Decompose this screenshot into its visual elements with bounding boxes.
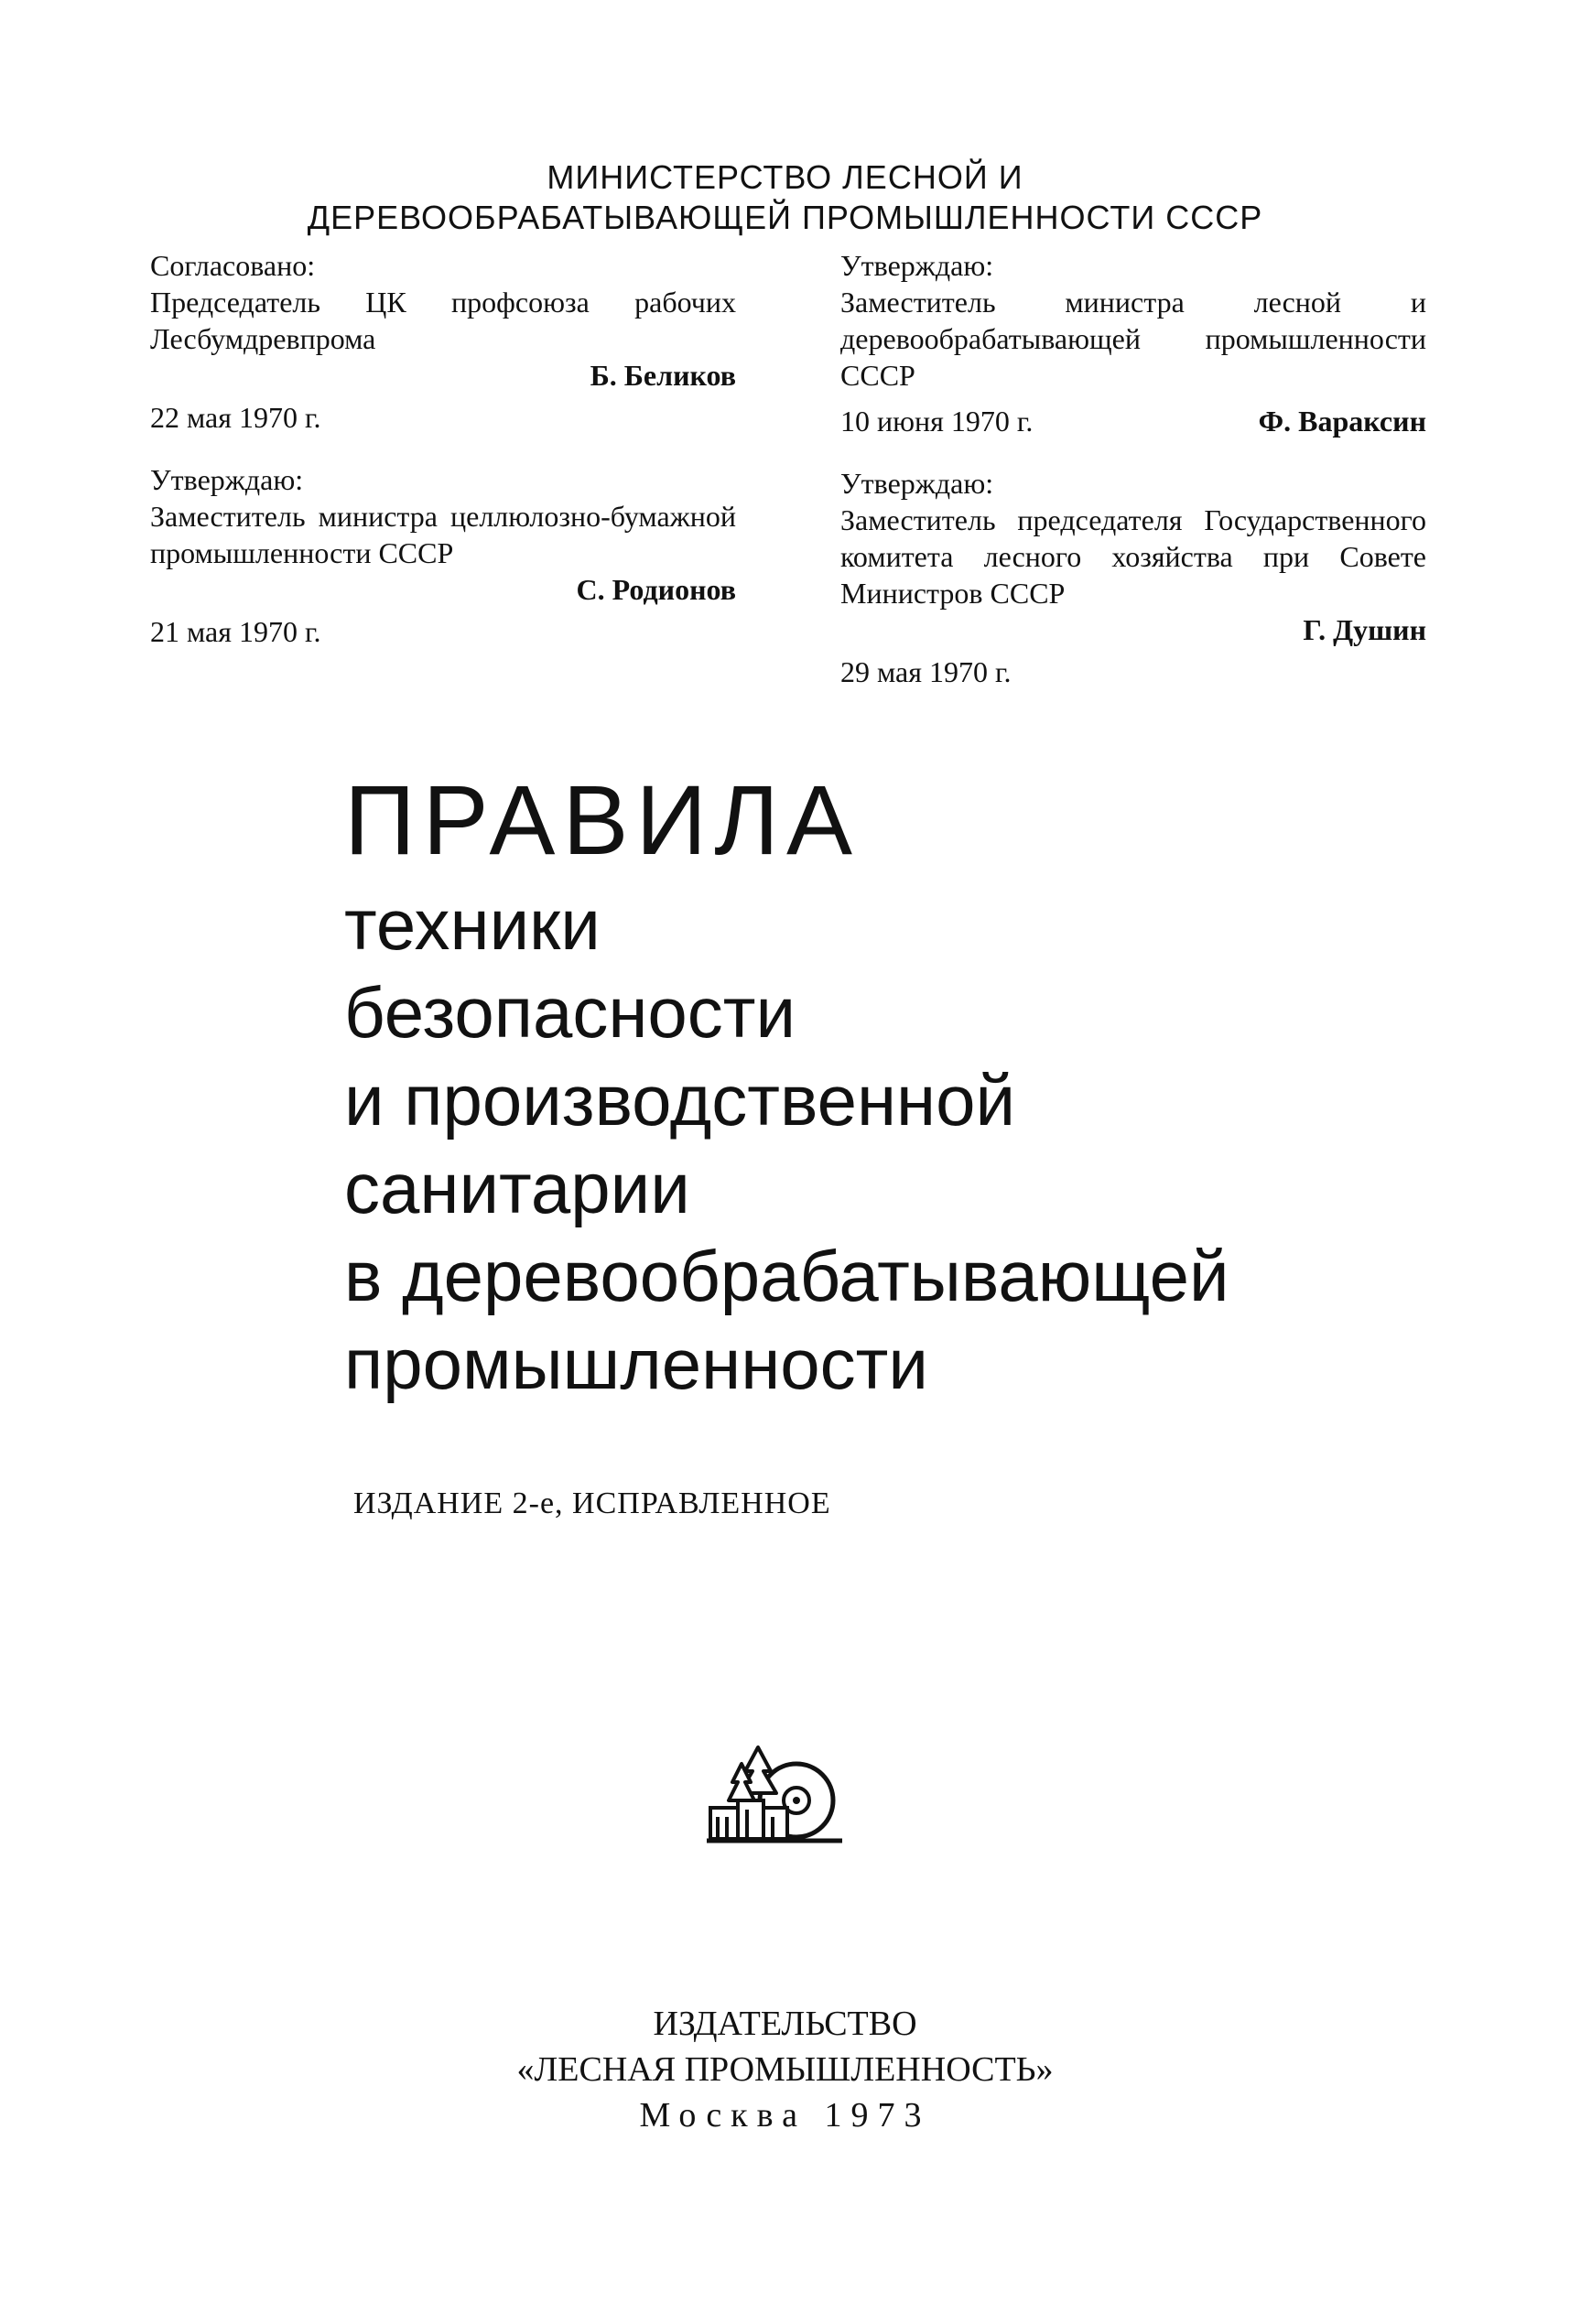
approval-block-agreed (150, 247, 736, 436)
publisher-logo-icon (705, 1744, 847, 1846)
approval-signer: Г. Душин (1303, 613, 1426, 646)
ministry-line-2: ДЕРЕВООБРАБАТЫВАЮЩЕЙ ПРОМЫШЛЕННОСТИ СССР (307, 199, 1263, 236)
document-title-main: ПРАВИЛА (344, 764, 861, 875)
approval-signer: Б. Беликов (590, 359, 736, 392)
approval-signer: С. Родионов (576, 573, 736, 606)
publisher-label: ИЗДАТЕЛЬСТВО (653, 2005, 917, 2043)
publisher-name: «ЛЕСНАЯ ПРОМЫШЛЕННОСТЬ» (516, 2050, 1054, 2089)
edition-note: ИЗДАНИЕ 2-е, ИСПРАВЛЕННОЕ (353, 1486, 831, 1520)
title-line: санитарии (344, 1148, 690, 1228)
approval-position: Заместитель министра лесной и деревообрабатывающей промышленности СССР (840, 286, 1426, 392)
ministry-heading (0, 157, 1570, 238)
approval-block-forestry-committee (840, 465, 1426, 690)
ministry-line-1: МИНИСТЕРСТВО ЛЕСНОЙ И (547, 158, 1023, 196)
approval-date: 10 июня 1970 г. (840, 405, 1034, 438)
approval-date: 29 мая 1970 г. (840, 655, 1012, 688)
approval-date: 22 мая 1970 г. (150, 401, 321, 434)
title-line: техники (344, 884, 601, 965)
title-line: промышленности (344, 1324, 928, 1404)
title-line: и производственной (344, 1060, 1016, 1140)
approval-signer: Ф. Вараксин (1258, 405, 1426, 438)
approval-block-ministry (840, 247, 1426, 439)
document-title-subtitle (344, 881, 1229, 1408)
approval-position: Заместитель председателя Государственного комитета лесного хозяйства при Совете Министров СССР (840, 503, 1426, 610)
publisher-city-year: Москва 1973 (639, 2096, 931, 2135)
publisher-block (0, 2001, 1570, 2138)
approval-position: Заместитель министра целлюлозно-бумажной промышленности СССР (150, 500, 736, 569)
approval-label: Согласовано: (150, 249, 316, 282)
approval-block-pulp-paper (150, 461, 736, 650)
title-line: в деревообрабатывающей (344, 1236, 1229, 1316)
approval-label: Утверждаю: (840, 467, 994, 500)
approval-label: Утверждаю: (840, 249, 994, 282)
approvals-left-column (150, 247, 736, 650)
approval-label: Утверждаю: (150, 463, 304, 496)
approval-date: 21 мая 1970 г. (150, 615, 321, 648)
approval-position: Председатель ЦК профсоюза рабочих Лесбумдревпрома (150, 286, 736, 355)
approvals-right-column (840, 247, 1426, 690)
title-line: безопасности (344, 972, 796, 1053)
